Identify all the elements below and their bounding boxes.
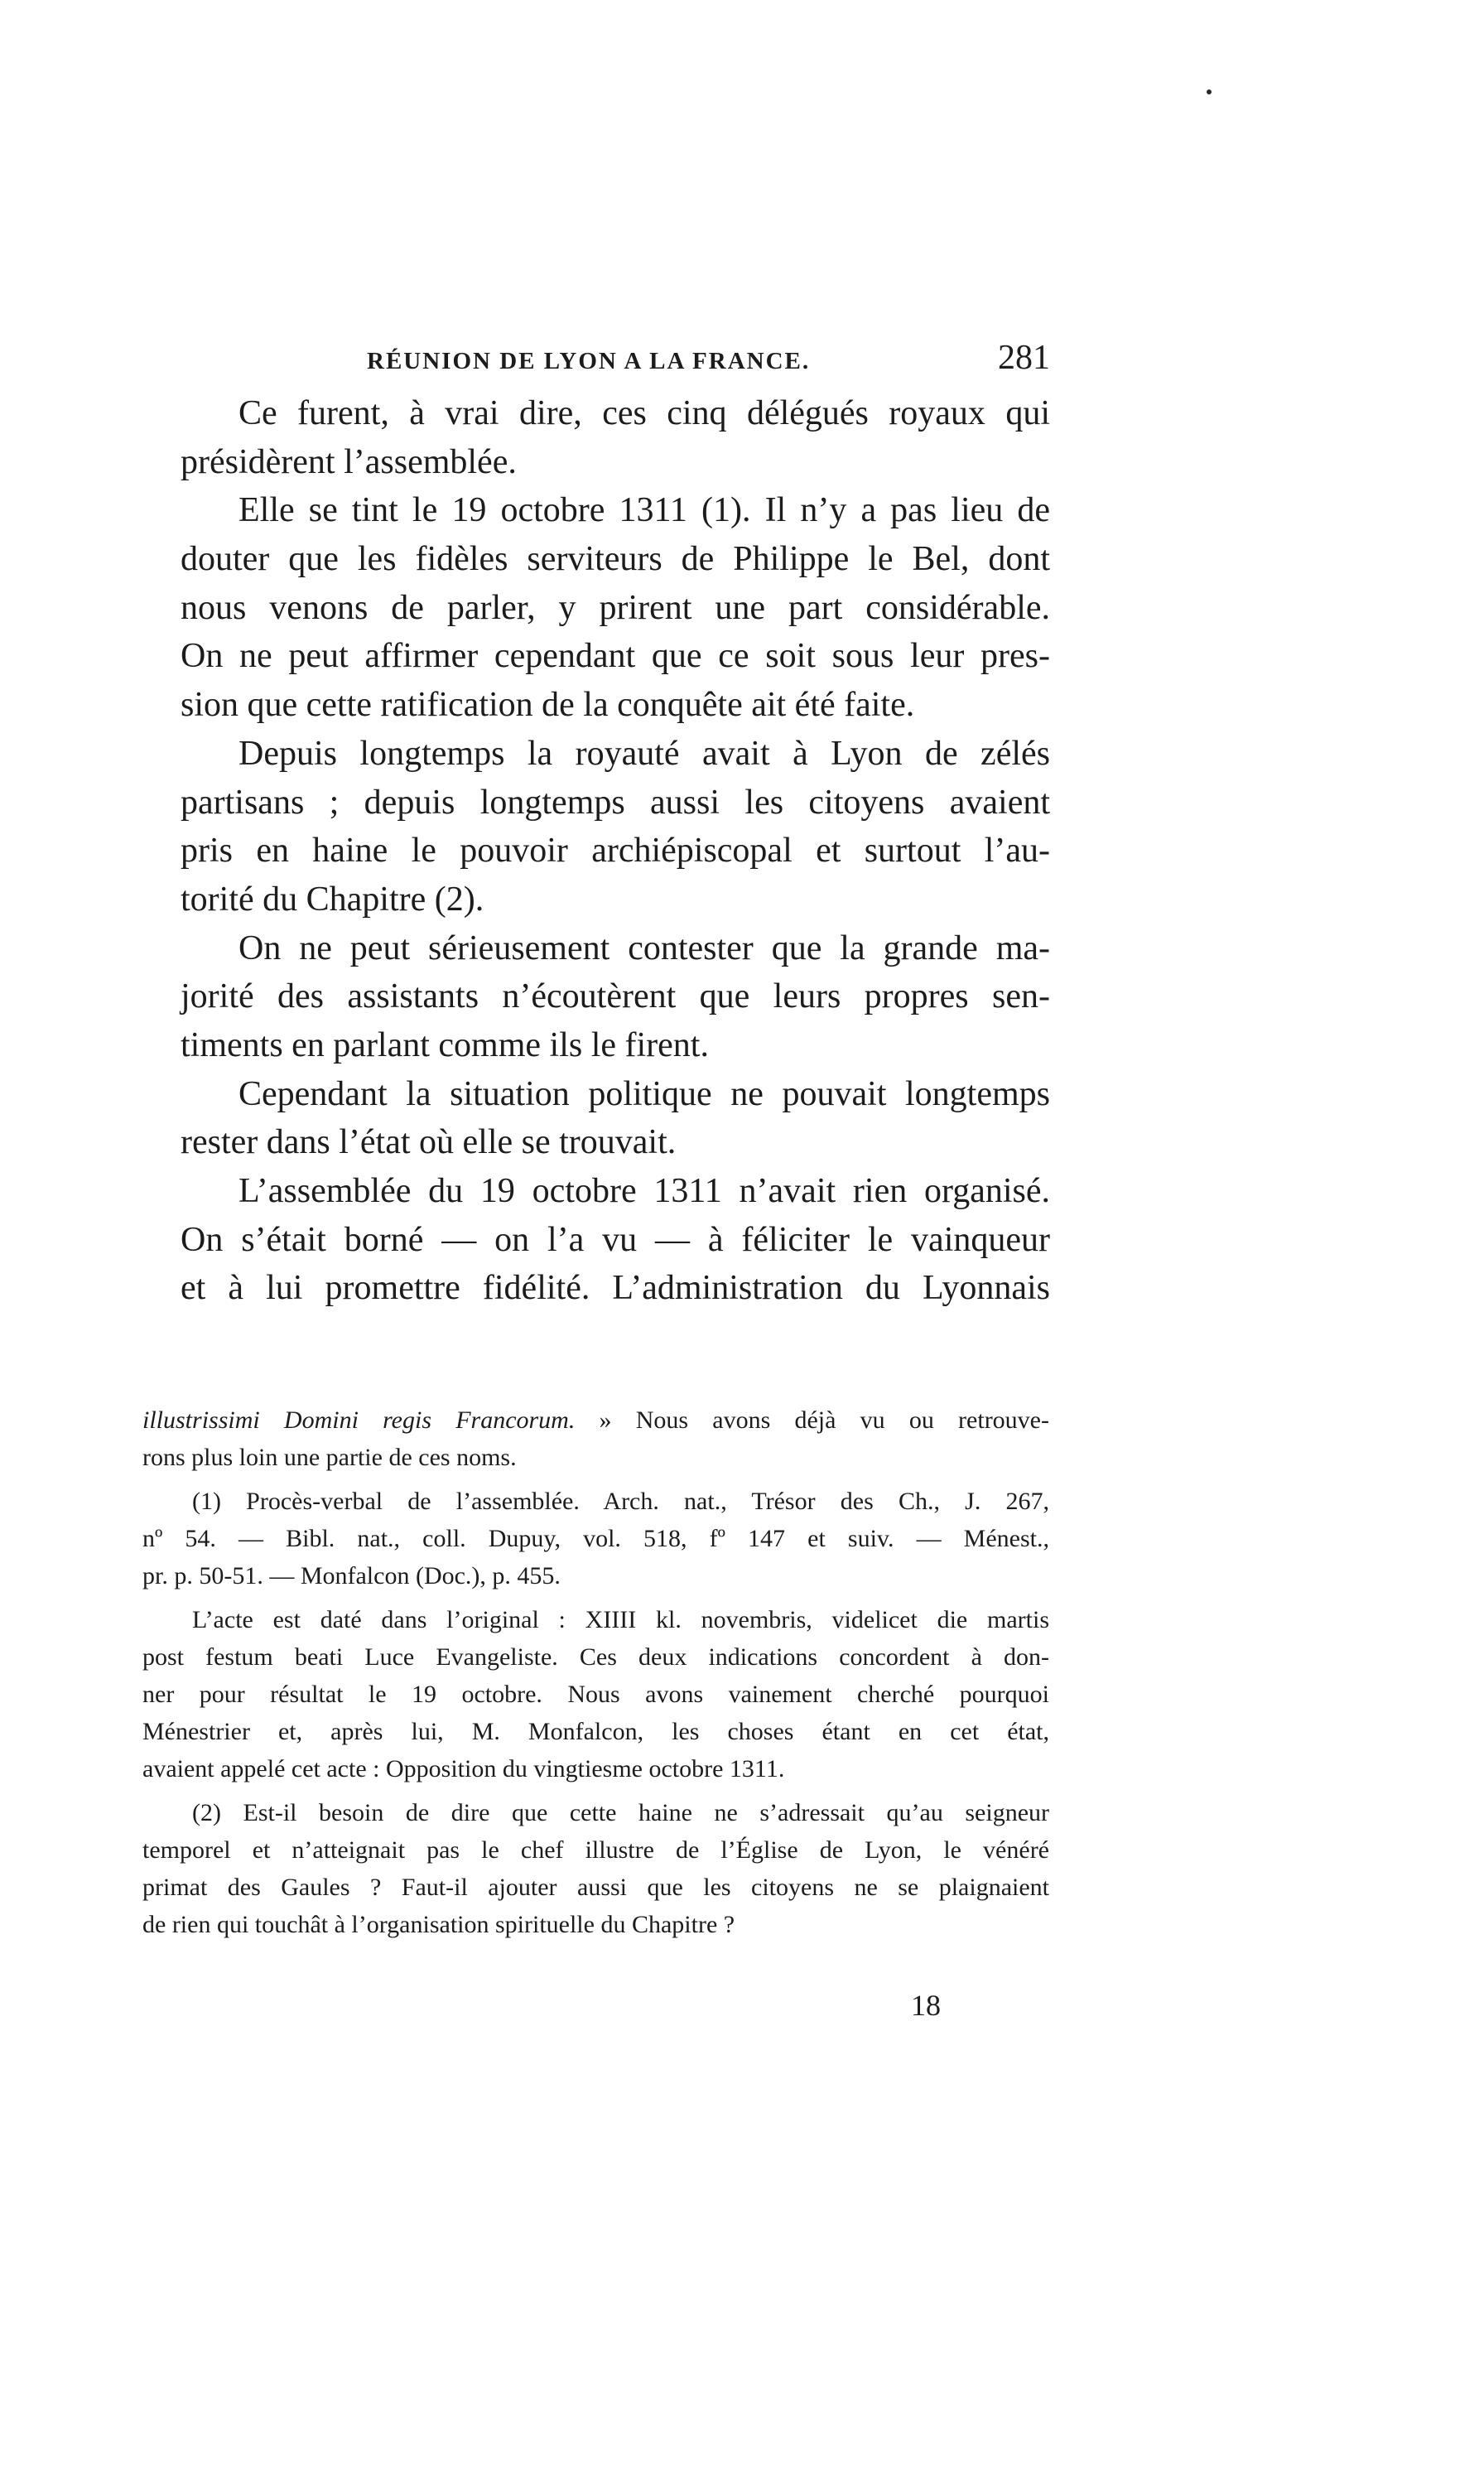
footnote-1-line: post festum beati Luce Evangeliste. Ces deux indications concordent à don- (142, 1643, 1049, 1671)
text-line: pris en haine le pouvoir archiépiscopal et surtout l’au- (181, 832, 1050, 871)
footnote-2-line: (2) Est-il besoin de dire que cette haine ne s’adressait qu’au seigneur (192, 1799, 1049, 1826)
signature-mark: 18 (911, 1989, 941, 2022)
text-line: Ce furent, à vrai dire, ces cinq délégués royaux qui (238, 394, 1050, 432)
text-line: L’assemblée du 19 octobre 1311 n’avait rien organisé. (238, 1172, 1050, 1210)
text-line: torité du Chapitre (2). (181, 880, 484, 919)
text-line: timents en parlant comme ils le firent. (181, 1025, 709, 1064)
text-line: partisans ; depuis longtemps aussi les citoyens avaient (181, 783, 1050, 822)
footnote-line: rons plus loin une partie de ces noms. (142, 1444, 517, 1471)
ink-speck (1207, 89, 1212, 94)
page-header (181, 338, 1050, 388)
text-line: jorité des assistants n’écoutèrent que leurs propres sen- (181, 977, 1050, 1016)
text-line: douter que les fidèles serviteurs de Philippe le Bel, dont (181, 540, 1050, 579)
text-line: On ne peut affirmer cependant que ce soit sous leur pres- (181, 637, 1050, 676)
footnote-line: illustrissimi Domini regis Francorum. » Nous avons déjà vu ou retrouve- (142, 1406, 1049, 1434)
text-line: présidèrent l’assemblée. (181, 442, 517, 481)
text-line: et à lui promettre fidélité. L’administration du Lyonnais (181, 1269, 1050, 1308)
footnote-1-line: avaient appelé cet acte : Opposition du vingtiesme octobre 1311. (142, 1755, 785, 1782)
text-line: On s’était borné — on l’a vu — à féliciter le vainqueur (181, 1220, 1050, 1259)
main-text (181, 389, 1050, 1313)
text-line: Elle se tint le 19 octobre 1311 (1). Il n’y a pas lieu de (238, 491, 1050, 530)
text-line: sion que cette ratification de la conquête ait été faite. (181, 686, 915, 725)
footnote-1-line: nº 54. — Bibl. nat., coll. Dupuy, vol. 518, fº 147 et suiv. — Ménest., (142, 1525, 1049, 1552)
footnotes (142, 1401, 1049, 1943)
text-line: Depuis longtemps la royauté avait à Lyon de zélés (238, 734, 1050, 773)
footnote-2-line: primat des Gaules ? Faut-il ajouter aussi que les citoyens ne se plaignaient (142, 1874, 1049, 1901)
footnote-1-line: L’acte est daté dans l’original : XIIII kl. novembris, videlicet die martis (192, 1606, 1049, 1633)
footnote-italic: illustrissimi Domini regis Francorum. (142, 1406, 576, 1434)
page-number: 281 (998, 339, 1050, 377)
footnote-1-line: ner pour résultat le 19 octobre. Nous avons vainement cherché pourquoi (142, 1681, 1049, 1708)
footnote-1-line: pr. p. 50-51. — Monfalcon (Doc.), p. 455. (142, 1562, 561, 1589)
text-line: On ne peut sérieusement contester que la grande ma- (238, 929, 1050, 967)
footnote-1-line: (1) Procès-verbal de l’assemblée. Arch. nat., Trésor des Ch., J. 267, (192, 1488, 1049, 1515)
text-line: Cependant la situation politique ne pouvait longtemps (238, 1074, 1050, 1113)
footnote-2-line: temporel et n’atteignait pas le chef illustre de l’Église de Lyon, le vénéré (142, 1836, 1049, 1864)
footnote-2-line: de rien qui touchât à l’organisation spirituelle du Chapitre ? (142, 1911, 735, 1938)
footnote-1-line: Ménestrier et, après lui, M. Monfalcon, les choses étant en cet état, (142, 1718, 1049, 1745)
text-line: nous venons de parler, y prirent une part considérable. (181, 588, 1050, 627)
text-line: rester dans l’état où elle se trouvait. (181, 1123, 677, 1162)
running-title: RÉUNION DE LYON A LA FRANCE. (367, 348, 811, 374)
